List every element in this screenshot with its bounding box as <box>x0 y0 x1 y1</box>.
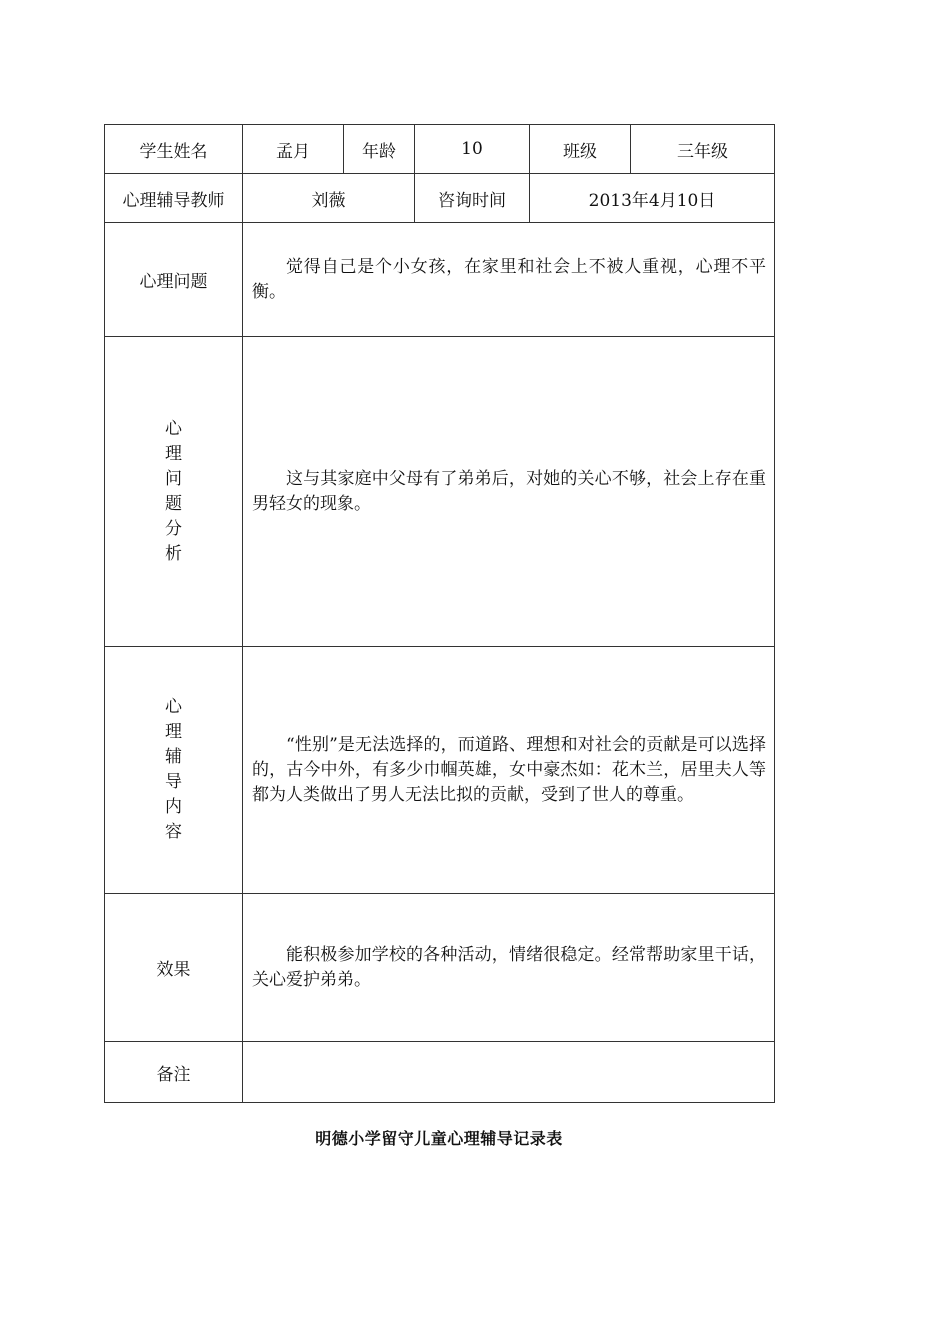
analysis-content <box>243 337 775 647</box>
effect-label: 效果 <box>105 894 243 1042</box>
student-name-label: 学生姓名 <box>105 125 243 174</box>
student-info-row <box>105 125 775 174</box>
problem-label: 心理问题 <box>105 223 243 337</box>
effect-content <box>243 894 775 1042</box>
guidance-label-char: 心 <box>165 697 182 717</box>
guidance-label-char: 内 <box>165 797 182 817</box>
remarks-label: 备注 <box>105 1042 243 1103</box>
analysis-label-char: 心 <box>165 418 182 439</box>
guidance-label-char: 导 <box>165 772 182 792</box>
problem-text: 觉得自己是个小女孩，在家里和社会上不被人重视，心理不平衡。 <box>252 256 766 302</box>
guidance-content <box>243 647 775 894</box>
form-caption: 明德小学留守儿童心理辅导记录表 <box>315 1129 563 1148</box>
age-value: 10 <box>415 125 530 174</box>
guidance-label-char: 容 <box>165 822 182 842</box>
guidance-vertical-label <box>165 695 182 845</box>
guidance-text: “性别”是无法选择的，而道路、理想和对社会的贡献是可以选择的，古今中外，有多少巾帼英雄，女中豪杰如：花木兰，居里夫人等都为人类做出了男人无法比拟的贡献，受到了世人的尊重。 <box>252 734 766 805</box>
class-label: 班级 <box>530 125 631 174</box>
effect-text: 能积极参加学校的各种活动，情绪很稳定。经常帮助家里干话，关心爱护弟弟。 <box>252 944 766 990</box>
problem-content <box>243 223 775 337</box>
guidance-label-char: 理 <box>165 722 182 742</box>
teacher-label: 心理辅导教师 <box>105 174 243 223</box>
teacher-info-row <box>105 174 775 223</box>
analysis-vertical-label <box>165 417 182 567</box>
consult-time-label: 咨询时间 <box>415 174 530 223</box>
age-label: 年龄 <box>344 125 415 174</box>
guidance-label <box>105 647 243 894</box>
remarks-row <box>105 1042 775 1103</box>
analysis-label <box>105 337 243 647</box>
class-value: 三年级 <box>631 125 775 174</box>
consult-time-value: 2013年4月10日 <box>530 174 775 223</box>
problem-row <box>105 223 775 337</box>
remarks-content <box>243 1042 775 1103</box>
guidance-row <box>105 647 775 894</box>
analysis-label-char: 题 <box>165 493 182 514</box>
guidance-label-char: 辅 <box>165 747 182 767</box>
analysis-text: 这与其家庭中父母有了弟弟后，对她的关心不够，社会上存在重男轻女的现象。 <box>252 468 766 514</box>
analysis-label-char: 问 <box>165 468 182 489</box>
teacher-value: 刘薇 <box>243 174 415 223</box>
student-name-value: 孟月 <box>243 125 344 174</box>
analysis-label-char: 理 <box>165 443 182 464</box>
analysis-row <box>105 337 775 647</box>
analysis-label-char: 分 <box>165 518 182 539</box>
counseling-record-table <box>104 124 775 1103</box>
effect-row <box>105 894 775 1042</box>
analysis-label-char: 析 <box>165 543 182 564</box>
